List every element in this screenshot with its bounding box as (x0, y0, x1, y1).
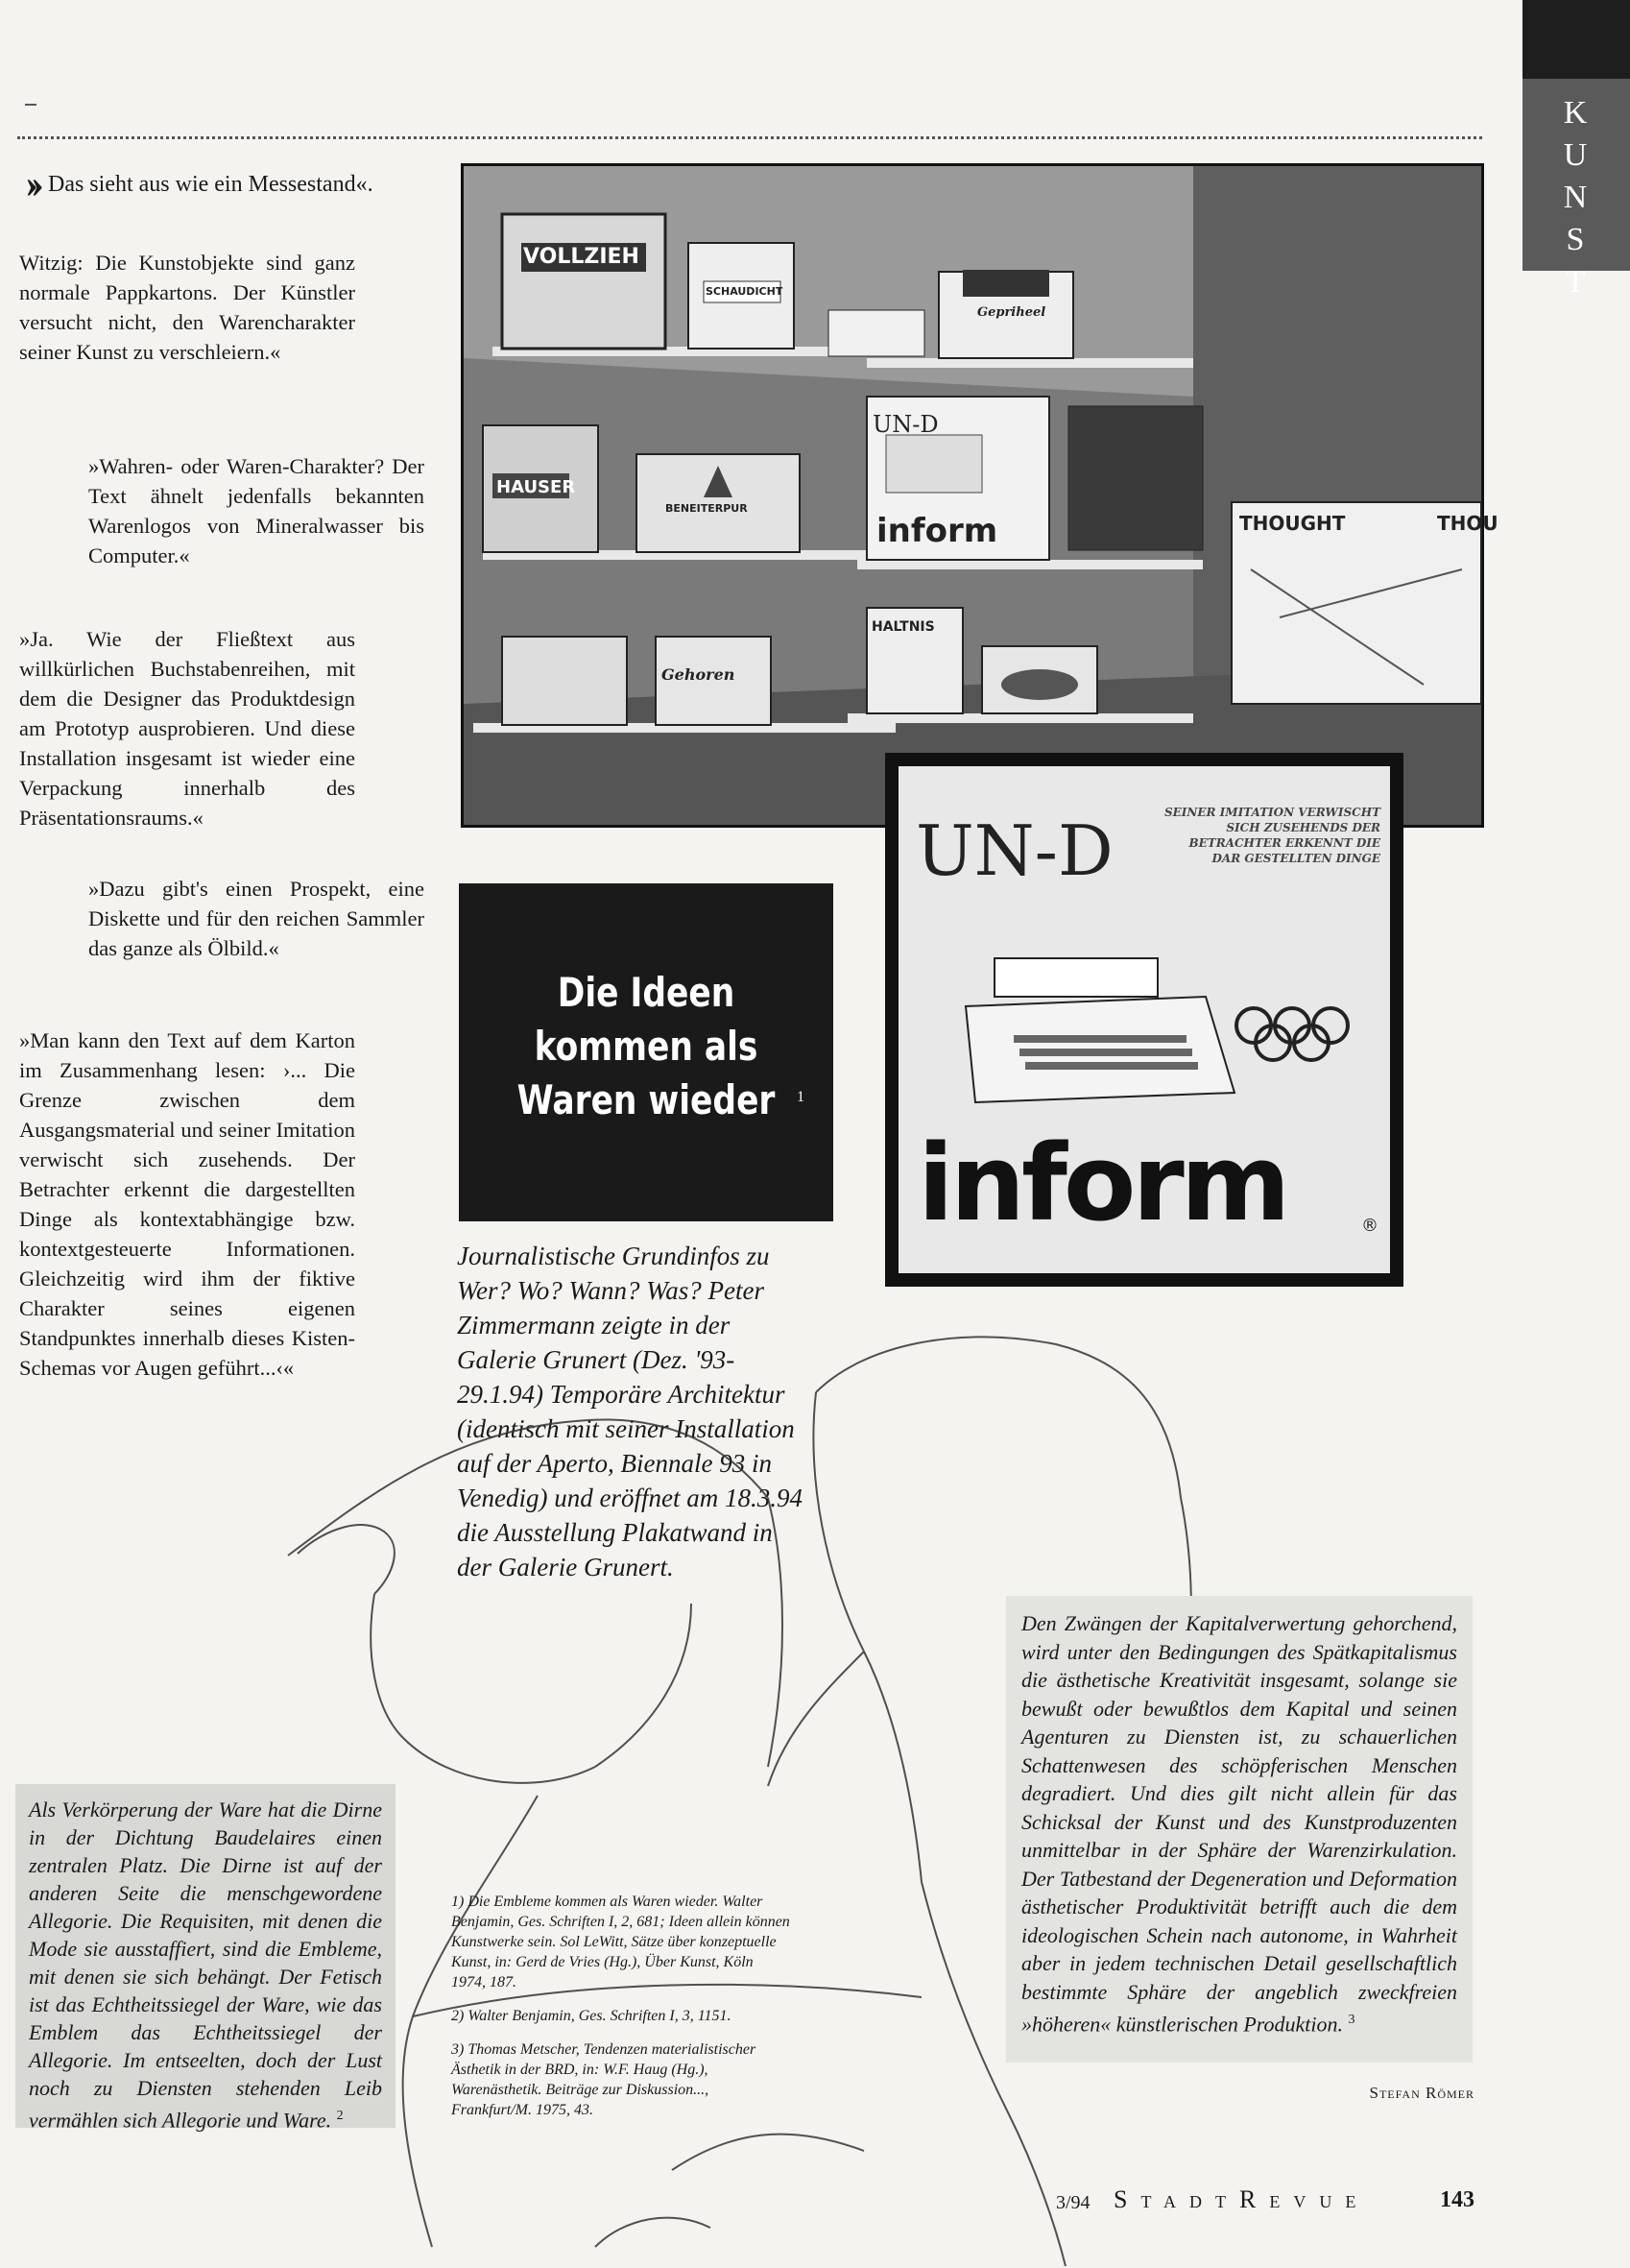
author-byline: Stefan Römer (1369, 2084, 1474, 2102)
inset-brand: UN-D (916, 810, 1114, 891)
inset-photo-box (899, 766, 1390, 1273)
box-label-beneiterpur: BENEITERPUR (665, 502, 748, 515)
section-letter: T (1565, 264, 1588, 300)
article-title-box (459, 883, 833, 1221)
dialog-paragraph-5: »Man kann den Text auf dem Karton im Zusammenhang lesen: ›... Die Grenze zwischen dem Ausgangsmaterial und seiner Imitation verwischt sich zusehends. Der Betrachter erkennt die dargestellten Dinge als kontextabhängige bzw. kontextgesteuerte Informationen. Gleichzeitig wird ihm der fiktive Charakter seines eigenen Standpunktes innerhalb dieses Kisten-Schemas vor Augen geführt...‹« (19, 1028, 355, 1380)
inset-small-text: SEINER IMITATION VERWISCHT SICH ZUSEHENDS DER BETRACHTER ERKENNT DIE DAR GESTELLTEN DINGE (1163, 806, 1380, 865)
footer-issue: 3/94 (1056, 2192, 1091, 2213)
dialog-paragraph-2: »Wahren- oder Waren-Charakter? Der Text ähnelt jedenfalls bekannten Warenlogos von Mineralwasser bis Computer.« (88, 454, 424, 567)
sidebar-note-left (15, 1784, 396, 2133)
registered-mark-icon: ® (1361, 1216, 1378, 1236)
note-left-text: Als Verkörperung der Ware hat die Dirne in der Dichtung Baudelaires einen zentralen Platz. Die Dirne ist auf der anderen Seite die menschgewordene Allegorie. Die Requisiten, mit denen die Mode sie ausstaffiert, sind die Embleme, mit denen sie sich behängt. Der Fetisch ist das Echtheitssiegel der Ware, wie das Emblem das Echtheitssiegel der Allegorie. Im entseelten, doch der Lust noch zu Diensten stehenden Leib vermählen sich Allegorie und Ware. (29, 1798, 382, 2133)
box-label-haltnis: HALTNIS (872, 619, 935, 635)
box-label-hauser: HAUSER (496, 477, 576, 497)
section-letter: N (1563, 180, 1590, 215)
section-tab-dark-block (1522, 0, 1630, 79)
note-left-footnote-mark: 2 (336, 2109, 344, 2123)
inset-photo (885, 753, 1403, 1287)
box-label-und: UN-D (873, 411, 939, 438)
dotted-rule (17, 136, 1482, 139)
installation-photo (461, 163, 1498, 828)
dialog-paragraph-4: »Dazu gibt's einen Prospekt, eine Diskette und für den reichen Sammler das ganze als Ölbild.« (88, 877, 424, 960)
box-label-inform: inform (876, 512, 998, 550)
box-label-thou: THOU (1437, 512, 1498, 535)
section-letter: U (1563, 137, 1590, 173)
dialog-paragraph-1: Witzig: Die Kunstobjekte sind ganz normale Pappkartons. Der Künstler versucht nicht, den Warencharakter seiner Kunst zu verschleiern.« (19, 251, 355, 364)
quote-arrows-icon: ›› (25, 162, 36, 206)
article-title: Die Ideen kommen als Waren wieder (516, 969, 776, 1123)
footnotes (451, 1892, 791, 2134)
footer-magazine: StadtRevue (1114, 2185, 1370, 2213)
box-label-gehoren: Gehoren (661, 665, 735, 684)
section-letter: S (1566, 222, 1587, 257)
section-tab (1522, 0, 1630, 300)
footnote-3: 3) Thomas Metscher, Tendenzen materialistischer Ästhetik in der BRD, in: W.F. Haug (Hg.), Warenästhetik. Beiträge zur Diskussion..., Frankfurt/M. 1975, 43. (451, 2041, 756, 2118)
margin-tick (25, 104, 36, 106)
footnote-2: 2) Walter Benjamin, Ges. Schriften I, 3, 1151. (451, 2008, 731, 2024)
sidebar-note-right (1006, 1596, 1473, 2063)
title-footnote-mark: 1 (797, 1089, 804, 1105)
box-label-schaudicht: SCHAUDICHT (706, 285, 783, 298)
section-letter: K (1563, 95, 1590, 131)
section-label (1522, 92, 1630, 303)
info-caption: Journalistische Grundinfos zu Wer? Wo? Wann? Was? Peter Zimmermann zeigte in der Galerie Grunert (Dez. '93-29.1.94) Temporäre Architektur (identisch mit seiner Installation auf der Aperto, Biennale 93 in Venedig) und eröffnet am 18.3.94 die Ausstellung Plakatwand in der Galerie Grunert. (457, 1242, 803, 1581)
footer-page-number: 143 (1440, 2187, 1474, 2212)
box-label-vollzieh: VOLLZIEH (523, 245, 639, 269)
box-label-thought: THOUGHT (1239, 512, 1346, 535)
note-right-text: Den Zwängen der Kapitalverwertung gehorchend, wird unter den Bedingungen des Spätkapitalismus die ästhetische Kreativität insgesamt, solange sie bewußt oder bewußtlos dem Kapital und seinen Agenturen zu Diensten ist, zu schauerlichen Schattenwesen des schöpferischen Menschen degradiert. Und dies gilt nicht allein für das Schicksal der Kunst und des Kunstproduzenten unmittelbar in der Sphäre der Warenzirkulation. Der Tatbestand der Degeneration und Deformation ästhetischer Produktivität betrifft auch die dem ideologischen Schein nach autonome, in Wahrheit aber in jedem technischen Detail gesellschaftlich bestimmte Sphäre der angeblich zweckfreien »höheren« künstlerischen Produktion. (1021, 1611, 1457, 2037)
box-label-gepriheel: Gepriheel (977, 305, 1046, 320)
lead-quote (25, 161, 447, 207)
lead-text: Das sieht aus wie ein Messestand«. (47, 172, 373, 197)
footnote-1: 1) Die Embleme kommen als Waren wieder. Walter Benjamin, Ges. Schriften I, 2, 681; Ideen allein können Kunstwerke sein. Sol LeWitt, Sätze über konzeptuelle Kunst, in: Gerd de Vries (Hg.), Über Kunst, Köln 1974, 187. (451, 1894, 790, 1991)
dialog-paragraph-3: »Ja. Wie der Fließtext aus willkürlichen Buchstabenreihen, mit dem die Designer das Produktdesign am Prototyp ausprobieren. Und diese Installation insgesamt ist wieder eine Verpackung innerhalb des Präsentationsraums.« (19, 627, 355, 830)
typewriter-drawing (956, 929, 1359, 1122)
inset-logo: inform (918, 1122, 1287, 1244)
note-right-footnote-mark: 3 (1348, 2013, 1355, 2027)
